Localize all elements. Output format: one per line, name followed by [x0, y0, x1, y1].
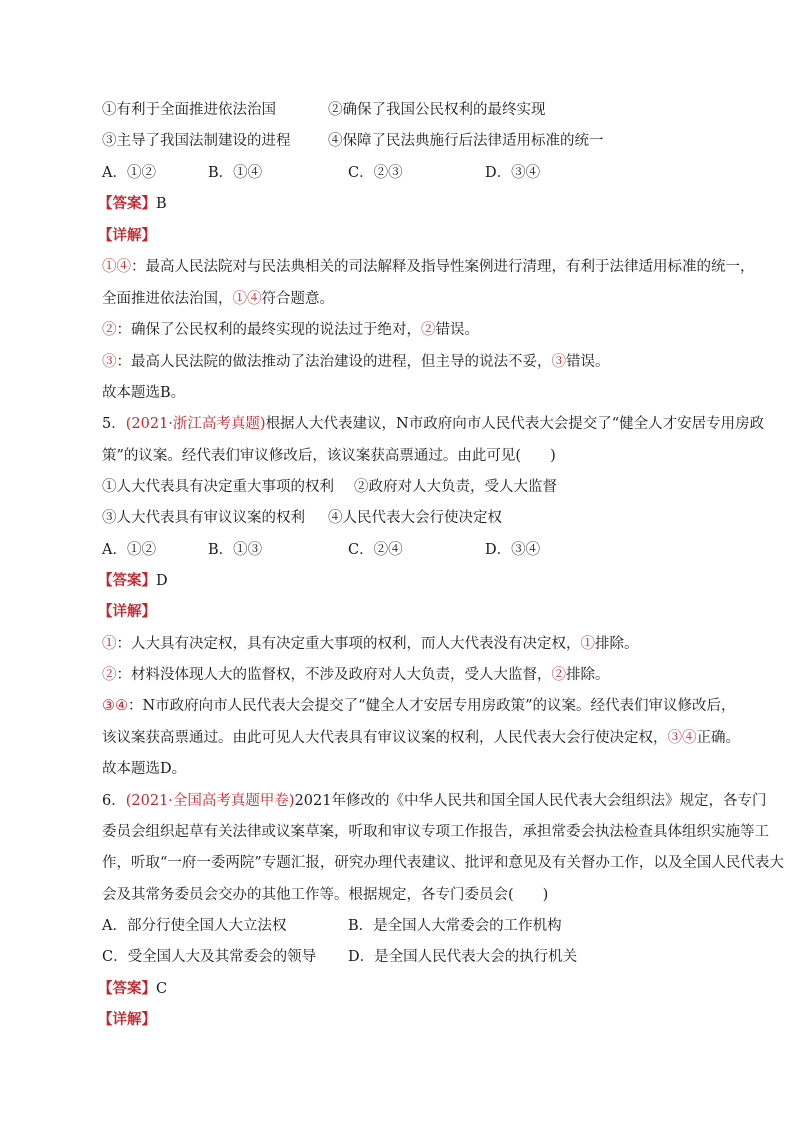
q4-option-3: ③主导了我国法制建设的进程	[102, 133, 291, 149]
detail-ref: ②	[551, 667, 566, 683]
question-source: (2021·全国高考真题甲卷)	[125, 793, 295, 809]
q4-option-2: ②确保了我国公民权利的最终实现	[328, 102, 546, 118]
answer-tag: 【答案】	[98, 195, 156, 212]
q5-options-row-1	[102, 477, 722, 497]
q5-detail-line-2	[102, 665, 610, 685]
q5-detail-line-1	[102, 634, 639, 654]
detail-ref: ③④	[667, 730, 697, 746]
detail-text: ：N市政府向市人民代表大会提交了“健全人才安居专用房政策”的议案。经代表们审议修改后，	[128, 698, 736, 714]
detail-text: 全面推进依法治国，	[102, 291, 233, 307]
q4-detail-line-3	[102, 320, 479, 340]
detail-text: ：人大具有决定权，具有决定重大事项的权利，而人大代表没有决定权，	[116, 636, 581, 652]
q6-stem-line-1	[102, 791, 766, 811]
q4-detail-tag	[98, 226, 156, 246]
detail-text: ：确保了公民权利的最终实现的说法过于绝对，	[116, 322, 421, 338]
q5-options-row-2	[102, 508, 722, 528]
q5-choice-b: B．①③	[208, 542, 263, 558]
q4-option-1: ①有利于全面推进依法治国	[102, 102, 276, 118]
q4-choice-b: B．①④	[208, 165, 263, 181]
q4-options-row-2	[102, 131, 722, 151]
q5-conclusion: 故本题选D。	[102, 761, 187, 777]
q6-options-row-1	[102, 916, 722, 936]
q6-options-row-2	[102, 947, 722, 967]
detail-ref: ②	[421, 322, 436, 338]
q5-detail-line-4	[102, 728, 740, 748]
detail-end: 符合题意。	[261, 291, 334, 307]
detail-end: 错误。	[435, 322, 479, 338]
q5-option-3: ③人大代表具有审议议案的权利	[102, 510, 305, 526]
q4-choice-d: D．③④	[485, 165, 541, 181]
q5-choice-d: D．③④	[485, 542, 541, 558]
q4-choices	[102, 163, 722, 183]
q5-stem-line-2: 策”的议案。经代表们审议修改后，该议案获高票通过。由此可见( )	[102, 448, 556, 464]
q4-detail-line-4	[102, 352, 610, 372]
question-number: 6．	[102, 793, 126, 809]
detail-ref: ①	[580, 636, 595, 652]
detail-end: 排除。	[595, 636, 639, 652]
q4-options-row-1	[102, 100, 722, 120]
q6-detail-tag	[98, 1010, 156, 1030]
q6-option-d: D．是全国人民代表大会的执行机关	[348, 949, 578, 965]
question-stem: 根据人大代表建议，N市政府向市人民代表大会提交了“健全人才安居专用房政	[265, 416, 765, 432]
q5-detail-line-3	[102, 696, 736, 716]
q4-answer	[98, 194, 167, 214]
q6-stem-line-2: 委员会组织起草有关法律或议案草案，听取和审议专项工作报告，承担常委会执法检查具体组织实施等工	[102, 824, 769, 840]
question-number: 5．	[102, 416, 126, 432]
detail-text: 该议案获高票通过。由此可见人大代表具有审议议案的权利，人民代表大会行使决定权，	[102, 730, 668, 746]
answer-tag: 【答案】	[98, 980, 156, 997]
q6-option-a: A．部分行使全国人大立法权	[102, 918, 287, 934]
q6-stem-line-3: 作，听取“一府一委两院”专题汇报，研究办理代表建议、批评和意见及有关督办工作，以及全国人民代表大	[102, 855, 784, 871]
question-stem: 2021年修改的《中华人民共和国全国人民代表大会组织法》规定，各专门	[294, 793, 767, 809]
q6-stem-line-4: 会及其常务委员会交办的其他工作等。根据规定，各专门委员会( )	[102, 887, 549, 903]
q6-answer	[98, 979, 167, 999]
detail-text: ：最高人民法院的做法推动了法治建设的进程，但主导的说法不妥，	[116, 354, 552, 370]
q5-choices	[102, 540, 722, 560]
detail-key: ③	[102, 354, 117, 370]
q5-option-1: ①人大代表具有决定重大事项的权利	[102, 479, 334, 495]
answer-value: C	[156, 981, 168, 997]
detail-tag: 【详解】	[98, 227, 156, 244]
detail-key: ②	[102, 322, 117, 338]
q6-option-b: B．是全国人大常委会的工作机构	[348, 918, 562, 934]
q4-choice-a: A．①②	[102, 165, 156, 181]
detail-text: ：材料没体现人大的监督权，不涉及政府对人大负责，受人大监督，	[116, 667, 552, 683]
detail-ref: ③	[551, 354, 566, 370]
q5-detail-tag	[98, 602, 156, 622]
q6-option-c: C．受全国人大及其常委会的领导	[102, 949, 317, 965]
q4-detail-line-2	[102, 289, 334, 309]
answer-value: D	[156, 573, 168, 589]
q5-choice-c: C．②④	[348, 542, 403, 558]
q5-choice-a: A．①②	[102, 542, 156, 558]
question-source: (2021·浙江高考真题)	[125, 416, 266, 432]
detail-text: ：最高人民法院对与民法典相关的司法解释及指导性案例进行清理，有利于法律适用标准的统一，	[131, 259, 755, 275]
detail-key: ①④	[102, 259, 131, 275]
detail-end: 排除。	[566, 667, 610, 683]
q5-option-2: ②政府对人大负责，受人大监督	[354, 479, 557, 495]
q4-detail-line-1	[102, 257, 755, 277]
detail-end: 错误。	[566, 354, 610, 370]
q5-answer	[98, 571, 168, 591]
q5-option-4: ④人民代表大会行使决定权	[328, 510, 502, 526]
detail-tag: 【详解】	[98, 603, 156, 620]
detail-key: ①	[102, 636, 117, 652]
q4-choice-c: C．②③	[348, 165, 403, 181]
q4-conclusion: 故本题选B。	[102, 385, 186, 401]
detail-tag: 【详解】	[98, 1011, 156, 1028]
q4-option-4: ④保障了民法典施行后法律适用标准的统一	[328, 133, 604, 149]
detail-key: ②	[102, 667, 117, 683]
detail-ref: ①④	[232, 291, 262, 307]
detail-key: ③④	[102, 698, 128, 714]
q5-stem-line-1	[102, 414, 764, 434]
answer-value: B	[156, 196, 167, 212]
detail-end: 正确。	[696, 730, 740, 746]
answer-tag: 【答案】	[98, 572, 156, 589]
